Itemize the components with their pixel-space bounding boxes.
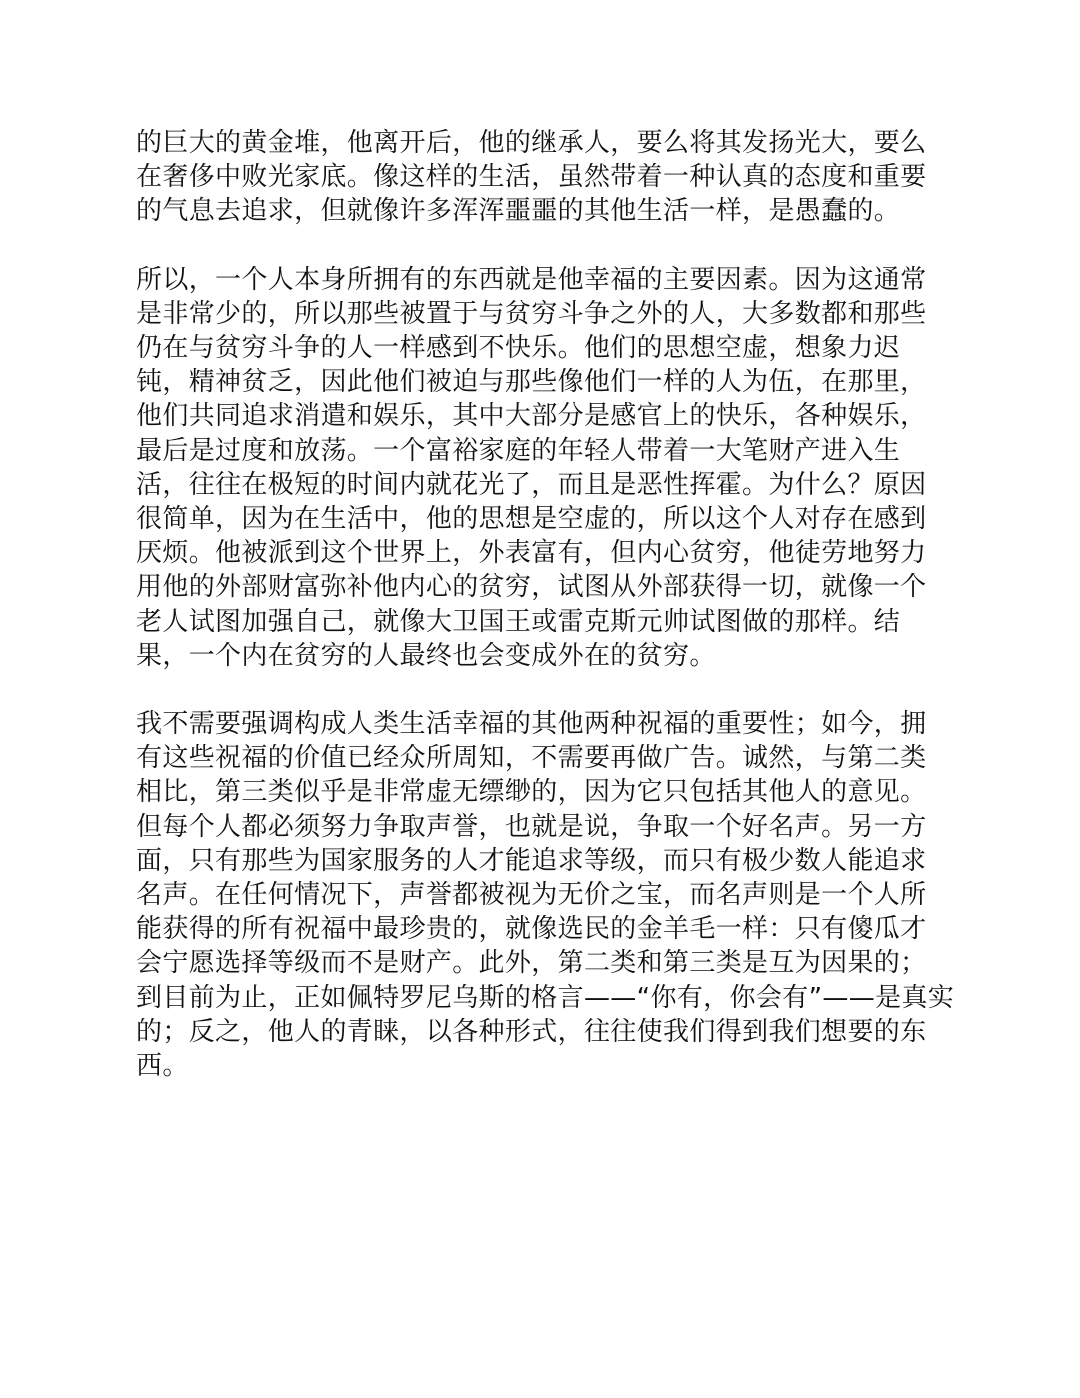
- text-line: 能获得的所有祝福中最珍贵的，就像选民的金羊毛一样：只有傻瓜才: [136, 914, 927, 945]
- paragraph-1: [136, 126, 944, 229]
- text-line: 他们共同追求消遣和娱乐，其中大部分是感官上的快乐，各种娱乐，: [136, 401, 927, 432]
- text-line: 的；反之，他人的青睐，以各种形式，往往使我们得到我们想要的东: [136, 1016, 927, 1047]
- paragraph-3: [136, 707, 955, 1083]
- text-line: 果，一个内在贫穷的人最终也会变成外在的贫穷。: [136, 640, 716, 671]
- text-line: 有这些祝福的价值已经众所周知，不需要再做广告。诚然，与第二类: [136, 743, 927, 774]
- text-line: 所以，一个人本身所拥有的东西就是他幸福的主要因素。因为这通常: [136, 264, 927, 295]
- text-line: 面，只有那些为国家服务的人才能追求等级，而只有极少数人能追求: [136, 845, 927, 876]
- document-body: [136, 126, 955, 1117]
- text-line: 活，往往在极短的时间内就花光了，而且是恶性挥霍。为什么？原因: [136, 469, 927, 500]
- text-line: 是非常少的，所以那些被置于与贫穷斗争之外的人，大多数都和那些: [136, 298, 927, 329]
- text-line: 很简单，因为在生活中，他的思想是空虚的，所以这个人对存在感到: [136, 504, 927, 535]
- text-line: 仍在与贫穷斗争的人一样感到不快乐。他们的思想空虚，想象力迟: [136, 333, 901, 364]
- text-line: 相比，第三类似乎是非常虚无缥缈的，因为它只包括其他人的意见。: [136, 777, 927, 808]
- text-line: 到目前为止，正如佩特罗尼乌斯的格言——“你有，你会有”——是真实: [136, 982, 955, 1013]
- text-line: 西。: [136, 1051, 189, 1082]
- text-line: 名声。在任何情况下，声誉都被视为无价之宝，而名声则是一个人所: [136, 880, 927, 911]
- text-line: 老人试图加强自己，就像大卫国王或雷克斯元帅试图做的那样。结: [136, 606, 901, 637]
- text-line: 厌烦。他被派到这个世界上，外表富有，但内心贫穷，他徒劳地努力: [136, 538, 927, 569]
- text-line: 最后是过度和放荡。一个富裕家庭的年轻人带着一大笔财产进入生: [136, 435, 901, 466]
- text-line: 钝，精神贫乏，因此他们被迫与那些像他们一样的人为伍，在那里，: [136, 367, 927, 398]
- text-line: 会宁愿选择等级而不是财产。此外，第二类和第三类是互为因果的；: [136, 948, 927, 979]
- text-line: 用他的外部财富弥补他内心的贫穷，试图从外部获得一切，就像一个: [136, 572, 927, 603]
- text-line: 但每个人都必须努力争取声誉，也就是说，争取一个好名声。另一方: [136, 811, 927, 842]
- text-line: 的巨大的黄金堆，他离开后，他的继承人，要么将其发扬光大，要么: [136, 128, 927, 158]
- text-line: 在奢侈中败光家底。像这样的生活，虽然带着一种认真的态度和重要: [136, 162, 927, 193]
- text-line: 的气息去追求，但就像许多浑浑噩噩的其他生活一样，是愚蠢的。: [136, 196, 901, 227]
- paragraph-2: [136, 263, 944, 673]
- text-line: 我不需要强调构成人类生活幸福的其他两种祝福的重要性；如今，拥: [136, 709, 927, 740]
